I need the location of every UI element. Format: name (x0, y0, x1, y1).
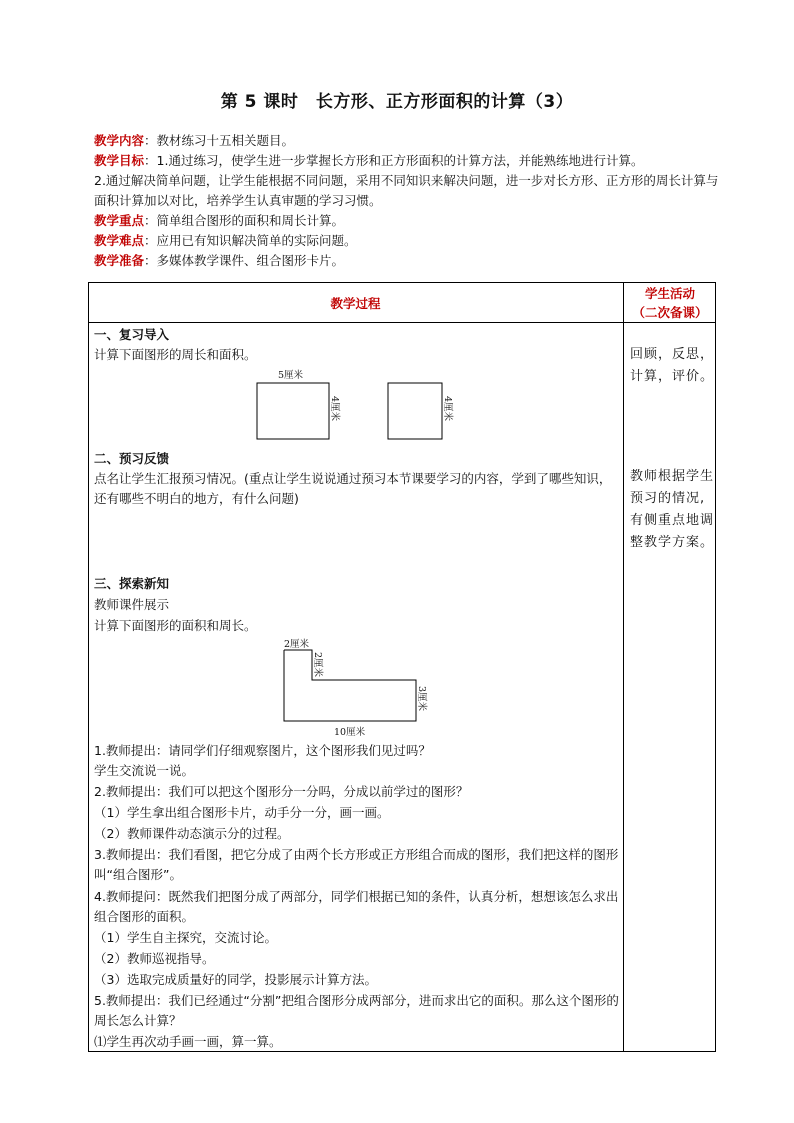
header-second-prep: （二次备课） (632, 305, 708, 320)
section-3-line-1: 教师课件展示 (94, 597, 170, 612)
composite-figure (270, 636, 440, 741)
section-2-title: 二、预习反馈 (94, 451, 170, 466)
meta-key (94, 211, 724, 231)
section-3-line-2: 计算下面图形的面积和周长。 (94, 618, 257, 633)
question-4-step-1: （1）学生自主探究，交流讨论。 (94, 930, 277, 945)
prep-label: 教学准备 (94, 253, 145, 268)
question-2-step-2: （2）教师课件动态演示分的过程。 (94, 826, 290, 841)
l-bottom-label: 10厘米 (334, 727, 366, 738)
l-right-label: 3厘米 (416, 686, 427, 712)
meta-goal (94, 151, 724, 171)
key-label: 教学重点 (94, 213, 145, 228)
question-2: 2.教师提出：我们可以把这个图形分一分吗，分成以前学过的图形？ (94, 784, 469, 799)
key-text: ：简单组合图形的面积和周长计算。 (144, 213, 345, 228)
side-note-review: 回顾，反思，计算，评价。 (630, 347, 715, 384)
question-1-answer: 学生交流说一说。 (94, 763, 195, 778)
rect-top-label: 5厘米 (278, 370, 304, 381)
section-1-text: 计算下面图形的周长和面积。 (94, 347, 257, 362)
question-4-step-2: （2）教师巡视指导。 (94, 951, 215, 966)
header-divider (88, 322, 716, 323)
meta-difficulty (94, 231, 724, 251)
question-1: 1.教师提出：请同学们仔细观察图片，这个图形我们见过吗？ (94, 743, 431, 758)
difficulty-text: ：应用已有知识解决简单的实际问题。 (144, 233, 357, 248)
question-2-step-1: （1）学生拿出组合图形卡片，动手分一分，画一画。 (94, 805, 390, 820)
square-side-label: 4厘米 (442, 396, 453, 422)
side-note-adjust: 教师根据学生预习的情况,有侧重点地调整教学方案。 (630, 469, 715, 550)
square-shape (388, 383, 442, 439)
l-shape-outline (284, 650, 416, 721)
section-1-title: 一、复习导入 (94, 327, 170, 342)
meta-prep (94, 251, 724, 271)
l-top-label: 2厘米 (284, 639, 310, 650)
question-5-step-1: ⑴学生再次动手画一画，算一算。 (94, 1034, 282, 1049)
question-4-step-3: （3）选取完成质量好的同学，投影展示计算方法。 (94, 972, 377, 987)
rectangle-shape (257, 383, 329, 439)
meta-content (94, 131, 724, 151)
prep-text: ：多媒体教学课件、组合图形卡片。 (144, 253, 345, 268)
section-3-title: 三、探索新知 (94, 576, 170, 591)
section-2-text: 点名让学生汇报预习情况。(重点让学生说说通过预习本节课要学习的内容，学到了哪些知识，还有哪些不明白的地方，有什么问题) (94, 471, 612, 506)
goal-text-1: ：1.通过练习，使学生进一步掌握长方形和正方形面积的计算方法，并能熟练地进行计算。 (144, 153, 644, 168)
question-4: 4.教师提问：既然我们把图分成了两部分，同学们根据已知的条件，认真分析，想想该怎么求出组合图形的面积。 (94, 889, 619, 924)
goal-label: 教学目标 (94, 153, 145, 168)
l-inner-label: 2厘米 (312, 652, 323, 678)
header-student-activity: 学生活动 (644, 286, 695, 301)
content-text: ：教材练习十五相关题目。 (144, 133, 295, 148)
page-title: 第 5 课时 长方形、正方形面积的计算（3） (220, 92, 574, 112)
difficulty-label: 教学难点 (94, 233, 145, 248)
goal-text-2: 2.通过解决简单问题，让学生能根据不同问题，采用不同知识来解决问题，进一步对长方形、正方形的周长计算与面积计算加以对比，培养学生认真审题的学习习惯。 (94, 173, 719, 208)
lesson-meta (94, 131, 724, 271)
rect-side-label: 4厘米 (329, 396, 340, 422)
content-label: 教学内容 (94, 133, 145, 148)
header-teaching-process: 教学过程 (330, 296, 381, 311)
question-5: 5.教师提出：我们已经通过“分割”把组合图形分成两部分，进而求出它的面积。那么这个图形的周长怎么计算？ (94, 993, 619, 1028)
review-figures (240, 364, 480, 444)
question-3: 3.教师提出：我们看图，把它分成了由两个长方形或正方形组合而成的图形，我们把这样的图形叫“组合图形”。 (94, 847, 619, 882)
column-divider (623, 282, 624, 1052)
